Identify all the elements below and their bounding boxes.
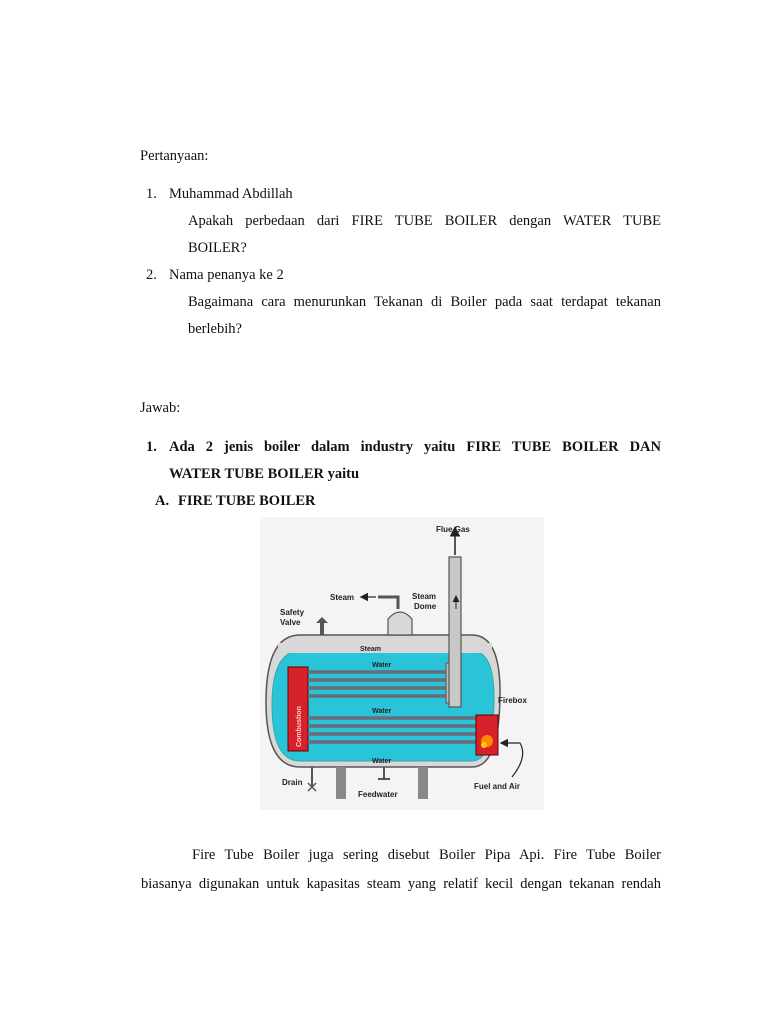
answer-1-number: 1.: [146, 439, 157, 455]
label-safety-valve-1: Safety: [280, 608, 305, 617]
label-steam-inner: Steam: [360, 646, 382, 653]
questions-heading: Pertanyaan:: [140, 148, 209, 164]
label-drain: Drain: [282, 778, 303, 787]
question-1-number: 1.: [146, 186, 157, 202]
chimney: [449, 557, 461, 707]
answers-heading: Jawab:: [140, 400, 181, 416]
support-left: [336, 767, 346, 799]
safety-valve: [320, 621, 324, 635]
answer-1-line2: WATER TUBE BOILER yaitu: [169, 466, 360, 482]
label-firebox: Firebox: [498, 696, 527, 705]
question-1-text-line2: BOILER?: [188, 240, 247, 256]
label-flue-gas: Flue Gas: [436, 525, 470, 534]
section-a-title: FIRE TUBE BOILER: [178, 493, 316, 509]
fire-tube-boiler-diagram: [260, 517, 544, 810]
label-water-top: Water: [372, 662, 392, 669]
paragraph-line2: biasanya digunakan untuk kapasitas steam yang relatif kecil dengan tekanan rendah: [141, 876, 661, 892]
label-feedwater: Feedwater: [358, 790, 398, 799]
question-1-asker: Muhammad Abdillah: [169, 186, 293, 202]
label-safety-valve-2: Valve: [280, 618, 301, 627]
question-2-asker: Nama penanya ke 2: [169, 267, 284, 283]
answer-1-line1: Ada 2 jenis boiler dalam industry yaitu FIRE TUBE BOILER DAN: [169, 439, 661, 455]
label-steam-dome-2: Dome: [414, 602, 437, 611]
question-1-text-line1: Apakah perbedaan dari FIRE TUBE BOILER dengan WATER TUBE: [188, 213, 661, 229]
label-steam-dome-1: Steam: [412, 592, 437, 601]
support-right: [418, 767, 428, 799]
label-fuel-air: Fuel and Air: [474, 782, 520, 791]
label-water-mid: Water: [372, 708, 392, 715]
question-2-text-line1: Bagaimana cara menurunkan Tekanan di Boiler pada saat terdapat tekanan: [188, 294, 661, 310]
steam-dome: [388, 612, 412, 635]
paragraph-line1: Fire Tube Boiler juga sering disebut Boiler Pipa Api. Fire Tube Boiler: [192, 847, 661, 863]
question-2-text-line2: berlebih?: [188, 321, 242, 337]
combustion-label: Combustion: [296, 706, 303, 747]
section-a-letter: A.: [155, 493, 170, 509]
question-2-number: 2.: [146, 267, 157, 283]
label-water-bottom: Water: [372, 758, 392, 765]
label-steam: Steam: [330, 593, 355, 602]
